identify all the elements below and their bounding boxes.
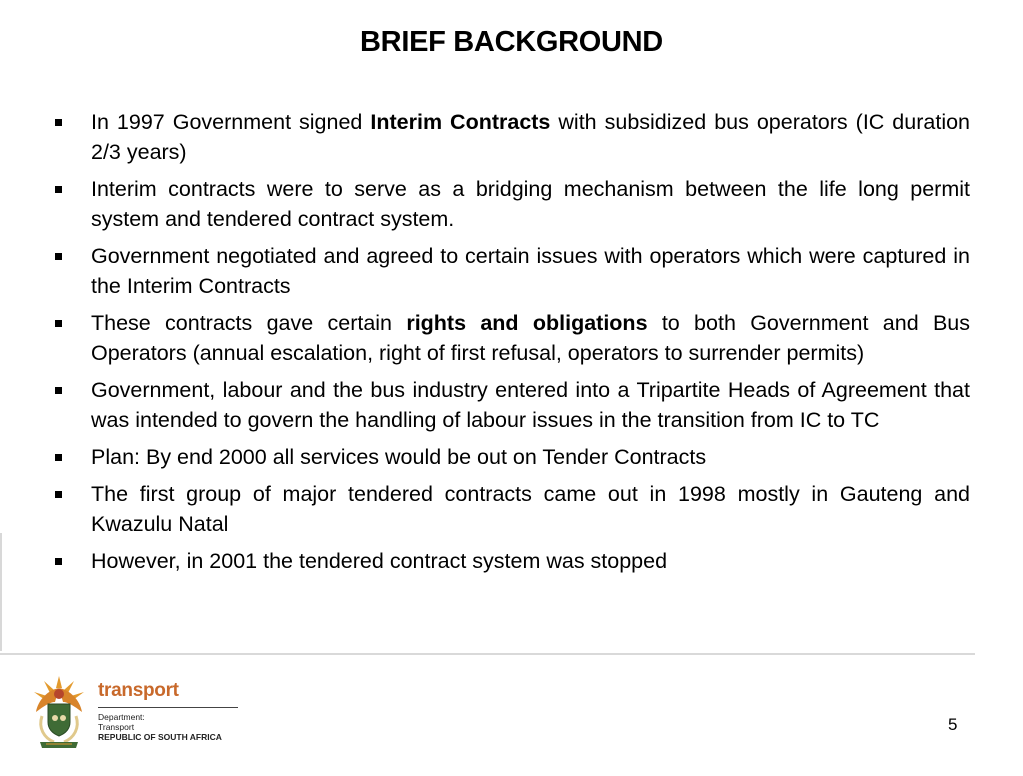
bullet-item <box>55 375 970 435</box>
page-number: 5 <box>948 715 958 734</box>
bullet-text: Government negotiated and agreed to certain issues with operators which were captured in the Interim Contracts <box>91 244 970 298</box>
bullet-text: The first group of major tendered contracts came out in 1998 mostly in Gauteng and Kwazulu Natal <box>91 482 970 536</box>
bullet-item <box>55 546 970 576</box>
left-edge-line <box>0 533 2 651</box>
brand-underline <box>98 707 238 708</box>
slide-title: BRIEF BACKGROUND <box>360 26 663 58</box>
bullet-item <box>55 308 970 368</box>
bullet-item <box>55 479 970 539</box>
footer-divider <box>0 653 975 655</box>
bullet-emphasis: Interim Contracts <box>370 110 551 134</box>
bullet-list <box>55 107 970 583</box>
bullet-item <box>55 107 970 167</box>
bullet-text: to both Government and Bus Operators (annual escalation, right of first refusal, operators to surrender permits) <box>91 311 971 365</box>
bullet-text: Plan: By end 2000 all services would be out on Tender Contracts <box>91 445 707 469</box>
bullet-square-icon <box>55 387 62 394</box>
brand-wordmark: transport <box>98 680 179 701</box>
bullet-text: Government, labour and the bus industry entered into a Tripartite Heads of Agreement that was intended to govern the handling of labour issues in the transition from IC to TC <box>91 378 970 432</box>
bullet-text: These contracts gave certain <box>91 311 407 335</box>
bullet-text: with subsidized bus operators (IC duration 2/3 years) <box>91 110 971 164</box>
bullet-square-icon <box>55 454 62 461</box>
bullet-square-icon <box>55 119 62 126</box>
bullet-emphasis: rights and obligations <box>406 311 648 335</box>
country-name: REPUBLIC OF SOUTH AFRICA <box>98 732 222 742</box>
bullet-square-icon <box>55 186 62 193</box>
dept-label: Department: <box>98 712 145 722</box>
dept-name: Transport <box>98 722 135 732</box>
bullet-item <box>55 241 970 301</box>
bullet-item <box>55 442 970 472</box>
bullet-square-icon <box>55 491 62 498</box>
coat-of-arms-icon <box>28 672 90 752</box>
department-logo <box>28 672 243 754</box>
bullet-square-icon <box>55 253 62 260</box>
bullet-text: However, in 2001 the tendered contract system was stopped <box>91 549 668 573</box>
bullet-text: Interim contracts were to serve as a bridging mechanism between the life long permit system and tendered contract system. <box>91 177 970 231</box>
bullet-square-icon <box>55 558 62 565</box>
bullet-text: In 1997 Government signed <box>91 110 371 134</box>
bullet-square-icon <box>55 320 62 327</box>
bullet-item <box>55 174 970 234</box>
